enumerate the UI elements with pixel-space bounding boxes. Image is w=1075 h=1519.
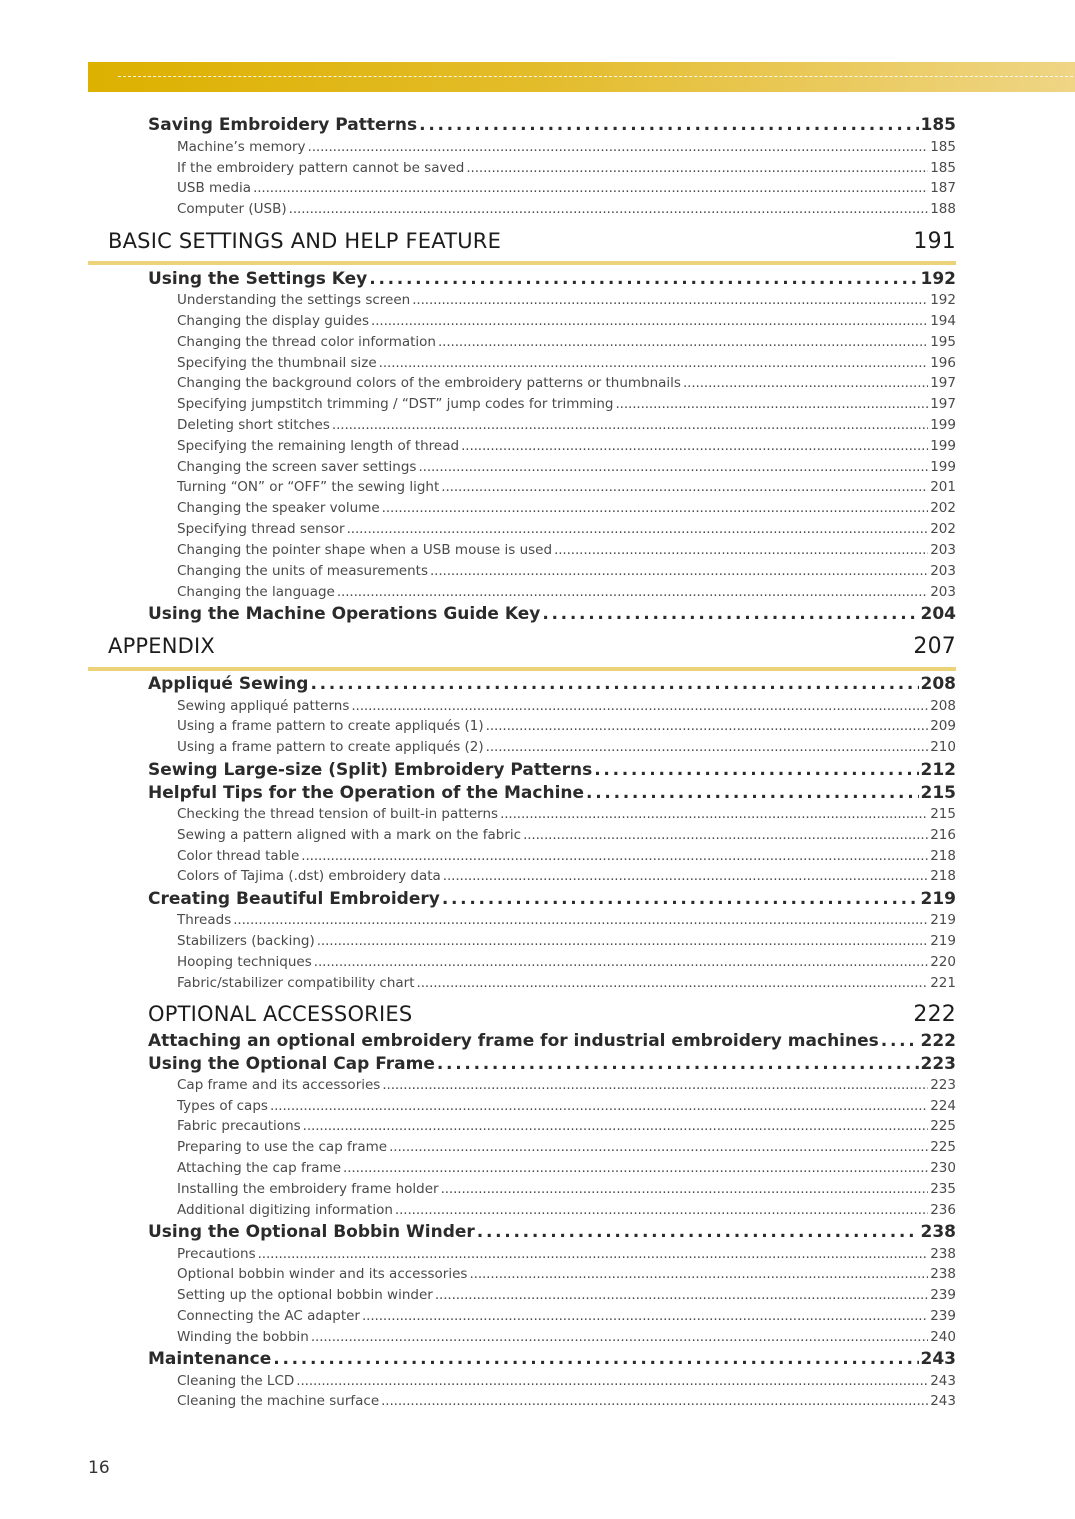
- toc-item-page: 188: [930, 201, 956, 217]
- toc-page-number: 219: [920, 889, 956, 909]
- header-band: [88, 62, 1075, 92]
- toc-item-page: 187: [930, 180, 956, 196]
- toc-item-title: Changing the speaker volume: [177, 500, 380, 516]
- toc-leader: [441, 1181, 929, 1197]
- toc-section-title: Helpful Tips for the Operation of the Machine: [148, 783, 585, 803]
- toc-item-page: 192: [930, 292, 956, 308]
- toc-item[interactable]: [177, 1202, 956, 1222]
- toc-item-title: Colors of Tajima (.dst) embroidery data: [177, 868, 441, 884]
- toc-item-page: 225: [930, 1139, 956, 1155]
- toc-item-page: 240: [930, 1329, 956, 1345]
- toc-item[interactable]: [177, 1139, 956, 1159]
- toc-item-title: Changing the background colors of the embroidery patterns or thumbnails: [177, 375, 681, 391]
- toc-leader: [500, 806, 928, 822]
- toc-item-title: Turning “ON” or “OFF” the sewing light: [177, 479, 440, 495]
- toc-item-title: Changing the thread color information: [177, 334, 436, 350]
- toc-item-page: 218: [930, 848, 956, 864]
- toc-item[interactable]: [177, 1329, 956, 1349]
- toc-page-number: 192: [920, 269, 956, 289]
- toc-section-saving-embroidery[interactable]: [148, 115, 956, 139]
- toc-item-title: Changing the display guides: [177, 313, 370, 329]
- toc-item-page: 225: [930, 1118, 956, 1134]
- toc-item-title: Checking the thread tension of built-in patterns: [177, 806, 499, 822]
- toc-page-number: 204: [920, 604, 956, 624]
- toc-leader: [233, 912, 928, 928]
- toc-item[interactable]: [177, 1118, 956, 1138]
- toc-item-page: 203: [930, 542, 956, 558]
- toc-section-title: Appliqué Sewing: [148, 674, 309, 694]
- toc-item[interactable]: [177, 479, 956, 499]
- toc-leader: [554, 542, 928, 558]
- toc-leader: [343, 1160, 928, 1176]
- toc-leader: [273, 1349, 918, 1369]
- toc-item-page: 238: [930, 1246, 956, 1262]
- toc-item[interactable]: [177, 739, 956, 759]
- toc-item-title: Understanding the settings screen: [177, 292, 411, 308]
- toc-section-cap-frame[interactable]: [148, 1054, 956, 1078]
- toc-item[interactable]: [177, 417, 956, 437]
- toc-item-title: Cleaning the machine surface: [177, 1393, 380, 1409]
- toc-item[interactable]: [177, 542, 956, 562]
- toc-leader: [430, 563, 928, 579]
- toc-item[interactable]: [177, 1160, 956, 1180]
- toc-item-page: 195: [930, 334, 956, 350]
- toc-page-number: 215: [920, 783, 956, 803]
- toc-item[interactable]: [177, 718, 956, 738]
- toc-leader: [418, 459, 928, 475]
- toc-leader: [683, 375, 928, 391]
- toc-item[interactable]: [177, 438, 956, 458]
- toc-item-title: Specifying thread sensor: [177, 521, 345, 537]
- toc-item-title: Cleaning the LCD: [177, 1373, 295, 1389]
- toc-item-title: Cap frame and its accessories: [177, 1077, 381, 1093]
- toc-item-page: 202: [930, 500, 956, 516]
- toc-item[interactable]: [177, 848, 956, 868]
- toc-leader: [253, 180, 928, 196]
- toc-leader: [362, 1308, 928, 1324]
- toc-chapter-title: APPENDIX: [108, 634, 216, 658]
- toc-leader: [419, 115, 918, 135]
- toc-section-large-split[interactable]: [148, 760, 956, 784]
- toc-section-beautiful-embroidery[interactable]: [148, 889, 956, 913]
- toc-item-page: 230: [930, 1160, 956, 1176]
- toc-item[interactable]: [177, 1266, 956, 1286]
- toc-section-title: Using the Optional Bobbin Winder: [148, 1222, 475, 1242]
- toc-item-title: Optional bobbin winder and its accessories: [177, 1266, 468, 1282]
- toc-leader: [258, 1246, 929, 1262]
- toc-item-title: Attaching the cap frame: [177, 1160, 342, 1176]
- toc-page-number: 212: [920, 760, 956, 780]
- toc-item[interactable]: [177, 868, 956, 888]
- toc-item-title: Fabric/stabilizer compatibility chart: [177, 975, 415, 991]
- toc-item-page: 220: [930, 954, 956, 970]
- toc-item[interactable]: [177, 954, 956, 974]
- toc-chapter-title: BASIC SETTINGS AND HELP FEATURE: [108, 229, 502, 253]
- toc-leader: [351, 698, 928, 714]
- toc-item[interactable]: [177, 912, 956, 932]
- toc-item[interactable]: [177, 201, 956, 221]
- toc-item[interactable]: [177, 933, 956, 953]
- toc-item-title: Fabric precautions: [177, 1118, 301, 1134]
- toc-item[interactable]: [177, 698, 956, 718]
- toc-item-title: Changing the units of measurements: [177, 563, 428, 579]
- toc-page-number: 208: [920, 674, 956, 694]
- toc-leader: [486, 718, 929, 734]
- toc-item-title: Using a frame pattern to create appliqués (1): [177, 718, 484, 734]
- toc-item-page: 238: [930, 1266, 956, 1282]
- toc-item-title: Threads: [177, 912, 232, 928]
- toc-item-title: If the embroidery pattern cannot be saved: [177, 160, 465, 176]
- toc-item[interactable]: [177, 827, 956, 847]
- toc-item-title: Using a frame pattern to create appliqués (2): [177, 739, 484, 755]
- toc-item-page: 223: [930, 1077, 956, 1093]
- toc-page-number: 238: [920, 1222, 956, 1242]
- toc-leader: [371, 313, 928, 329]
- toc-page-number: 222: [920, 1031, 956, 1051]
- toc-section-title: Using the Optional Cap Frame: [148, 1054, 435, 1074]
- toc-item-page: 243: [930, 1393, 956, 1409]
- toc-section-title: Using the Machine Operations Guide Key: [148, 604, 541, 624]
- toc-item-title: Connecting the AC adapter: [177, 1308, 360, 1324]
- toc-section-settings-key[interactable]: [148, 269, 956, 293]
- header-band-line: [118, 76, 1073, 77]
- toc-item[interactable]: [177, 806, 956, 826]
- toc-item-title: Installing the embroidery frame holder: [177, 1181, 439, 1197]
- toc-section-title: Attaching an optional embroidery frame for industrial embroidery machines: [148, 1031, 879, 1051]
- toc-leader: [347, 521, 929, 537]
- toc-item-title: USB media: [177, 180, 252, 196]
- toc-page-number: 223: [920, 1054, 956, 1074]
- toc-leader: [486, 739, 929, 755]
- toc-item-page: 209: [930, 718, 956, 734]
- toc-item[interactable]: [177, 521, 956, 541]
- toc-leader: [523, 827, 928, 843]
- toc-item-page: 221: [930, 975, 956, 991]
- toc-item-page: 196: [930, 355, 956, 371]
- toc-item-title: Sewing appliqué patterns: [177, 698, 350, 714]
- toc-item-page: 199: [930, 417, 956, 433]
- toc-item[interactable]: [177, 1181, 956, 1201]
- chapter-rule: [88, 261, 956, 265]
- toc-item-page: 219: [930, 933, 956, 949]
- toc-leader: [317, 933, 929, 949]
- toc-item[interactable]: [177, 563, 956, 583]
- toc-item[interactable]: [177, 1077, 956, 1097]
- toc-leader: [270, 1098, 928, 1114]
- toc-item-title: Additional digitizing information: [177, 1202, 393, 1218]
- toc-item-title: Specifying the remaining length of thread: [177, 438, 460, 454]
- toc-item[interactable]: [177, 500, 956, 520]
- toc-chapter-appendix[interactable]: [108, 634, 956, 664]
- toc-item-title: Changing the pointer shape when a USB mouse is used: [177, 542, 553, 558]
- toc-leader: [437, 1054, 919, 1074]
- toc-item-page: 216: [930, 827, 956, 843]
- toc-leader: [296, 1373, 928, 1389]
- toc-item-title: Winding the bobbin: [177, 1329, 309, 1345]
- toc-item-page: 210: [930, 739, 956, 755]
- toc-item-title: Changing the language: [177, 584, 335, 600]
- toc-item-title: Deleting short stitches: [177, 417, 330, 433]
- toc-item[interactable]: [177, 975, 956, 995]
- toc-section-operations-guide[interactable]: [148, 604, 956, 628]
- toc-section-helpful-tips[interactable]: [148, 783, 956, 807]
- toc-item-page: 197: [930, 375, 956, 391]
- toc-section-title: Maintenance: [148, 1349, 272, 1369]
- toc-leader: [443, 868, 928, 884]
- toc-section-maintenance[interactable]: [148, 1349, 956, 1373]
- toc-leader: [466, 160, 928, 176]
- toc-item[interactable]: [177, 1287, 956, 1307]
- toc-chapter-page: 191: [913, 229, 956, 254]
- toc-leader: [417, 975, 929, 991]
- toc-item-page: 215: [930, 806, 956, 822]
- toc-item[interactable]: [177, 375, 956, 395]
- toc-item-title: Preparing to use the cap frame: [177, 1139, 388, 1155]
- toc-item[interactable]: [177, 396, 956, 416]
- toc-leader: [395, 1202, 928, 1218]
- toc-item-title: Precautions: [177, 1246, 256, 1262]
- toc-item-page: 199: [930, 438, 956, 454]
- toc-item-title: Machine’s memory: [177, 139, 306, 155]
- toc-item[interactable]: [177, 1098, 956, 1118]
- toc-section-title: Creating Beautiful Embroidery: [148, 889, 440, 909]
- toc-leader: [379, 355, 929, 371]
- toc-item-title: Types of caps: [177, 1098, 268, 1114]
- toc-leader: [382, 500, 929, 516]
- toc-leader: [441, 479, 928, 495]
- toc-leader: [435, 1287, 928, 1303]
- toc-item[interactable]: [177, 584, 956, 604]
- toc-leader: [442, 889, 919, 909]
- toc-item-page: 235: [930, 1181, 956, 1197]
- toc-leader: [289, 201, 929, 217]
- page-number: 16: [88, 1458, 110, 1478]
- toc-chapter-page: 207: [913, 634, 956, 659]
- toc-item[interactable]: [177, 355, 956, 375]
- toc-item-page: 185: [930, 160, 956, 176]
- toc-item-page: 239: [930, 1287, 956, 1303]
- toc-chapter-basic-settings[interactable]: [108, 229, 956, 259]
- toc-item[interactable]: [177, 1246, 956, 1266]
- toc-leader: [369, 269, 918, 289]
- toc-leader: [542, 604, 918, 624]
- toc-leader: [314, 954, 928, 970]
- toc-leader: [461, 438, 928, 454]
- toc-page-number: 243: [920, 1349, 956, 1369]
- toc-chapter-title: OPTIONAL ACCESSORIES: [148, 1002, 413, 1026]
- toc-section-title: Saving Embroidery Patterns: [148, 115, 418, 135]
- toc-section-applique[interactable]: [148, 674, 956, 698]
- toc-chapter-optional-accessories[interactable]: [148, 1002, 956, 1032]
- toc-section-title: Using the Settings Key: [148, 269, 368, 289]
- toc-section-title: Sewing Large-size (Split) Embroidery Patterns: [148, 760, 593, 780]
- toc-leader: [881, 1031, 919, 1051]
- toc-leader: [311, 1329, 928, 1345]
- toc-leader: [332, 417, 928, 433]
- toc-leader: [308, 139, 929, 155]
- toc-item[interactable]: [177, 313, 956, 333]
- toc-leader: [412, 292, 928, 308]
- toc-item-title: Color thread table: [177, 848, 300, 864]
- toc-leader: [586, 783, 918, 803]
- toc-item-page: 199: [930, 459, 956, 475]
- toc-item-title: Specifying jumpstitch trimming / “DST” jump codes for trimming: [177, 396, 614, 412]
- toc-leader: [303, 1118, 929, 1134]
- toc-item[interactable]: [177, 459, 956, 479]
- toc-item-title: Setting up the optional bobbin winder: [177, 1287, 433, 1303]
- toc-item-title: Computer (USB): [177, 201, 287, 217]
- toc-item-page: 218: [930, 868, 956, 884]
- toc-item[interactable]: [177, 160, 956, 180]
- toc-item[interactable]: [177, 1373, 956, 1393]
- toc-item-page: 243: [930, 1373, 956, 1389]
- toc-item[interactable]: [177, 180, 956, 200]
- toc-item[interactable]: [177, 334, 956, 354]
- toc-item-title: Changing the screen saver settings: [177, 459, 417, 475]
- toc-leader: [438, 334, 928, 350]
- toc-leader: [382, 1077, 928, 1093]
- toc-leader: [301, 848, 928, 864]
- toc-item-page: 219: [930, 912, 956, 928]
- toc-leader: [469, 1266, 928, 1282]
- toc-item[interactable]: [177, 1393, 956, 1413]
- toc-leader: [381, 1393, 928, 1409]
- toc-item-page: 224: [930, 1098, 956, 1114]
- toc-leader: [615, 396, 928, 412]
- toc-leader: [477, 1222, 919, 1242]
- toc-item[interactable]: [177, 139, 956, 159]
- toc-item-page: 194: [930, 313, 956, 329]
- toc-item[interactable]: [177, 292, 956, 312]
- toc-item-title: Specifying the thumbnail size: [177, 355, 377, 371]
- toc-item[interactable]: [177, 1308, 956, 1328]
- toc-leader: [337, 584, 928, 600]
- toc-leader: [310, 674, 918, 694]
- toc-item-page: 203: [930, 563, 956, 579]
- toc-item-title: Sewing a pattern aligned with a mark on the fabric: [177, 827, 522, 843]
- toc-item-page: 208: [930, 698, 956, 714]
- toc-item-page: 202: [930, 521, 956, 537]
- chapter-rule: [88, 667, 956, 671]
- toc-leader: [594, 760, 918, 780]
- toc-chapter-page: 222: [913, 1002, 956, 1027]
- toc-item-page: 201: [930, 479, 956, 495]
- toc-section-bobbin-winder[interactable]: [148, 1222, 956, 1246]
- toc-item-page: 197: [930, 396, 956, 412]
- toc-item-page: 185: [930, 139, 956, 155]
- toc-item-title: Stabilizers (backing): [177, 933, 315, 949]
- toc-item-page: 203: [930, 584, 956, 600]
- toc-page-number: 185: [920, 115, 956, 135]
- toc-item-title: Hooping techniques: [177, 954, 312, 970]
- toc-item-page: 239: [930, 1308, 956, 1324]
- toc-leader: [389, 1139, 928, 1155]
- toc-item-page: 236: [930, 1202, 956, 1218]
- toc-section-industrial-frame[interactable]: [148, 1031, 956, 1055]
